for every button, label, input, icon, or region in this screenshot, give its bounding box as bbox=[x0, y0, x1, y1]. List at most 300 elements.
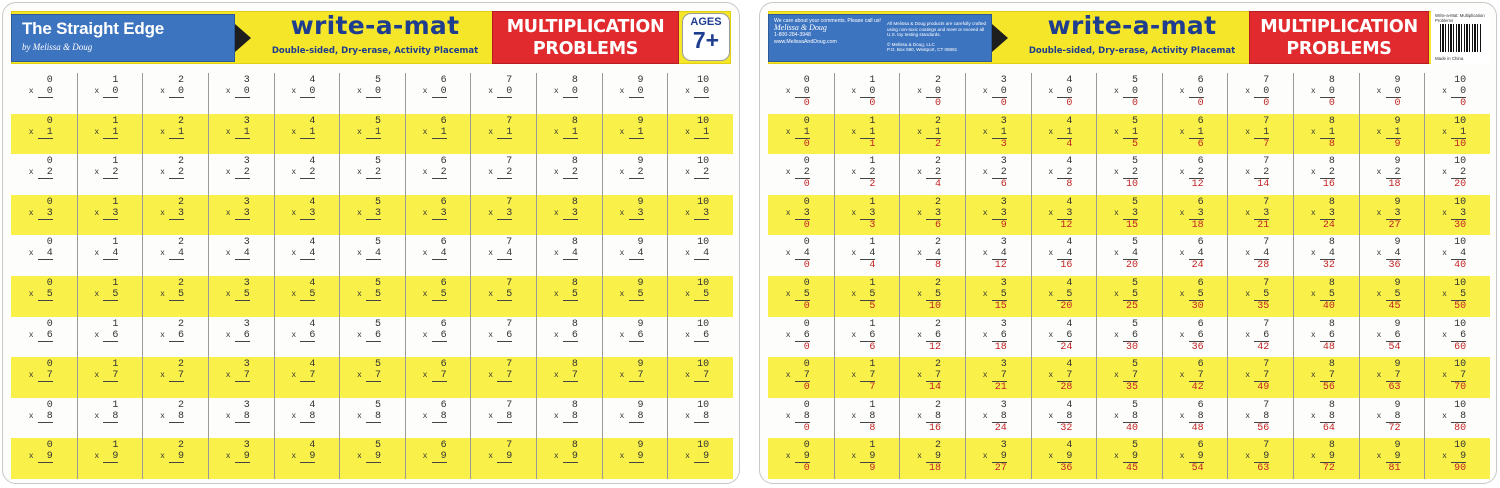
problem-cell[interactable] bbox=[1227, 276, 1293, 317]
problem-cell[interactable] bbox=[77, 357, 143, 398]
problem-cell[interactable] bbox=[339, 114, 405, 155]
problem-cell[interactable] bbox=[965, 398, 1031, 439]
problem-cell[interactable] bbox=[11, 276, 77, 317]
problem-cell[interactable] bbox=[768, 154, 834, 195]
problem-cell[interactable] bbox=[1293, 276, 1359, 317]
copyright: © Melissa & Doug, LLC bbox=[887, 41, 935, 47]
multiplier bbox=[1048, 167, 1073, 179]
problem-cell[interactable] bbox=[11, 235, 77, 276]
problem-cell[interactable] bbox=[965, 114, 1031, 155]
problem-cell[interactable] bbox=[1293, 235, 1359, 276]
problem-cell[interactable] bbox=[1227, 114, 1293, 155]
multiplication-problem bbox=[422, 196, 447, 220]
problem-cell[interactable] bbox=[470, 317, 536, 358]
problem-cell[interactable] bbox=[899, 398, 965, 439]
problem-cell[interactable] bbox=[1096, 235, 1162, 276]
problem-cell[interactable] bbox=[339, 195, 405, 236]
problem-cell[interactable] bbox=[667, 195, 733, 236]
multiplier bbox=[1310, 329, 1335, 342]
times-sign: x bbox=[160, 371, 165, 381]
multiplicand: 8 bbox=[1328, 156, 1335, 168]
problem-cell[interactable] bbox=[142, 276, 208, 317]
multiplier bbox=[28, 207, 53, 220]
times-sign: x bbox=[1179, 330, 1185, 340]
problem-cell[interactable] bbox=[602, 195, 668, 236]
problem-cell[interactable] bbox=[77, 438, 143, 479]
multiplication-problem bbox=[553, 196, 578, 220]
problem-cell[interactable] bbox=[834, 114, 900, 155]
problem-cell[interactable] bbox=[208, 195, 274, 236]
problem-cell[interactable] bbox=[965, 438, 1031, 479]
multiplier bbox=[785, 126, 810, 139]
problem-row bbox=[11, 154, 733, 195]
problem-cell[interactable] bbox=[1227, 317, 1293, 358]
problem-row bbox=[11, 317, 733, 358]
problem-cell[interactable] bbox=[1031, 195, 1097, 236]
problem-cell[interactable] bbox=[1424, 154, 1490, 195]
multiplication-problem bbox=[1376, 318, 1401, 354]
multiplication-problem bbox=[488, 196, 513, 220]
problem-cell[interactable] bbox=[536, 235, 602, 276]
answer: 27 bbox=[994, 463, 1007, 475]
problem-cell[interactable] bbox=[274, 438, 340, 479]
problem-cell[interactable] bbox=[11, 398, 77, 439]
multiplier bbox=[1048, 207, 1073, 220]
problem-cell[interactable] bbox=[1096, 195, 1162, 236]
problem-cell[interactable] bbox=[1162, 114, 1228, 155]
problem-cell[interactable] bbox=[1031, 398, 1097, 439]
problem-cell[interactable] bbox=[1096, 73, 1162, 114]
multiplier bbox=[94, 451, 119, 463]
problem-cell[interactable] bbox=[11, 114, 77, 155]
problem-cell[interactable] bbox=[339, 276, 405, 317]
multiplicand: 2 bbox=[935, 399, 942, 411]
answer: 5 bbox=[1131, 138, 1138, 150]
problem-cell[interactable] bbox=[339, 317, 405, 358]
multiplier-value: 5 bbox=[1131, 289, 1138, 300]
problem-cell[interactable] bbox=[274, 235, 340, 276]
multiplier-value: 6 bbox=[440, 329, 447, 341]
problem-cell[interactable] bbox=[1424, 195, 1490, 236]
problem-cell[interactable] bbox=[899, 195, 965, 236]
multiplier-value: 0 bbox=[1460, 86, 1467, 97]
multiplication-problem bbox=[1245, 196, 1270, 232]
problem-cell[interactable] bbox=[1293, 438, 1359, 479]
problem-cell[interactable] bbox=[602, 317, 668, 358]
problem-cell[interactable] bbox=[1031, 438, 1097, 479]
multiplication-problem bbox=[356, 359, 381, 382]
problem-cell[interactable] bbox=[1359, 438, 1425, 479]
column-divider bbox=[1031, 73, 1032, 479]
problem-cell[interactable] bbox=[405, 357, 471, 398]
problem-cell[interactable] bbox=[834, 357, 900, 398]
multiplication-problem bbox=[160, 278, 185, 301]
multiplicand: 7 bbox=[506, 115, 513, 127]
problem-cell[interactable] bbox=[965, 195, 1031, 236]
multiplication-problem bbox=[225, 196, 250, 220]
problem-cell[interactable] bbox=[1293, 73, 1359, 114]
problem-cell[interactable] bbox=[1031, 317, 1097, 358]
problem-cell[interactable] bbox=[1162, 195, 1228, 236]
multiplier bbox=[685, 370, 710, 382]
problem-cell[interactable] bbox=[470, 73, 536, 114]
problem-cell[interactable] bbox=[1096, 438, 1162, 479]
problem-cell[interactable] bbox=[208, 317, 274, 358]
problem-cell[interactable] bbox=[1031, 235, 1097, 276]
problem-cell[interactable] bbox=[1031, 276, 1097, 317]
problem-cell[interactable] bbox=[1359, 357, 1425, 398]
problem-cell[interactable] bbox=[899, 357, 965, 398]
problem-cell[interactable] bbox=[1031, 357, 1097, 398]
multiplier bbox=[1179, 451, 1204, 463]
problem-cell[interactable] bbox=[339, 398, 405, 439]
problem-cell[interactable] bbox=[1031, 73, 1097, 114]
problem-cell[interactable] bbox=[470, 154, 536, 195]
problem-cell[interactable] bbox=[77, 235, 143, 276]
problem-cell[interactable] bbox=[1359, 195, 1425, 236]
problem-cell[interactable] bbox=[965, 357, 1031, 398]
problem-cell[interactable] bbox=[965, 317, 1031, 358]
problem-cell[interactable] bbox=[768, 276, 834, 317]
multiplication-problem bbox=[160, 237, 185, 260]
problem-cell[interactable] bbox=[536, 276, 602, 317]
problem-cell[interactable] bbox=[470, 438, 536, 479]
problem-cell[interactable] bbox=[965, 73, 1031, 114]
problem-cell[interactable] bbox=[208, 73, 274, 114]
column-divider bbox=[899, 73, 900, 479]
answer: 14 bbox=[1257, 179, 1270, 191]
problem-cell[interactable] bbox=[11, 357, 77, 398]
problem-cell[interactable] bbox=[768, 235, 834, 276]
multiplicand: 3 bbox=[1000, 359, 1007, 371]
times-sign: x bbox=[553, 371, 559, 381]
problem-cell[interactable] bbox=[274, 317, 340, 358]
problem-cell[interactable] bbox=[1227, 438, 1293, 479]
multiplier bbox=[160, 410, 185, 423]
problem-cell[interactable] bbox=[899, 114, 965, 155]
problem-cell[interactable] bbox=[208, 114, 274, 155]
times-sign: x bbox=[488, 87, 494, 96]
problem-cell[interactable] bbox=[667, 398, 733, 439]
multiplication-problem bbox=[28, 237, 53, 260]
problem-cell[interactable] bbox=[405, 154, 471, 195]
problem-cell[interactable] bbox=[768, 114, 834, 155]
multiplier-value: 3 bbox=[440, 207, 447, 219]
multiplier bbox=[917, 248, 942, 260]
problem-cell[interactable] bbox=[405, 73, 471, 114]
problem-cell[interactable] bbox=[470, 398, 536, 439]
problem-cell[interactable] bbox=[1424, 276, 1490, 317]
times-sign: x bbox=[785, 371, 791, 381]
answer: 15 bbox=[994, 301, 1007, 312]
times-sign: x bbox=[1048, 452, 1054, 462]
problem-cell[interactable] bbox=[77, 317, 143, 358]
multiplier-value: 0 bbox=[112, 86, 119, 97]
multiplier-value: 3 bbox=[374, 207, 381, 219]
problem-cell[interactable] bbox=[899, 438, 965, 479]
problem-cell[interactable] bbox=[899, 73, 965, 114]
multiplier bbox=[851, 86, 876, 98]
problem-cell[interactable] bbox=[667, 154, 733, 195]
problem-cell[interactable] bbox=[1227, 398, 1293, 439]
problem-cell[interactable] bbox=[208, 438, 274, 479]
problem-cell[interactable] bbox=[834, 154, 900, 195]
problem-cell[interactable] bbox=[667, 317, 733, 358]
problem-cell[interactable] bbox=[77, 195, 143, 236]
problem-cell[interactable] bbox=[1162, 73, 1228, 114]
problem-cell[interactable] bbox=[602, 235, 668, 276]
problem-cell[interactable] bbox=[1227, 73, 1293, 114]
problem-cell[interactable] bbox=[274, 276, 340, 317]
problem-cell[interactable] bbox=[1096, 398, 1162, 439]
problem-cell[interactable] bbox=[602, 357, 668, 398]
problem-cell[interactable] bbox=[899, 235, 965, 276]
problem-cell[interactable] bbox=[470, 235, 536, 276]
problem-cell[interactable] bbox=[1096, 276, 1162, 317]
problem-cell[interactable] bbox=[11, 154, 77, 195]
brand-logo: by Melissa & Doug bbox=[22, 42, 93, 52]
problem-cell[interactable] bbox=[536, 154, 602, 195]
problem-cell[interactable] bbox=[602, 154, 668, 195]
times-sign: x bbox=[785, 168, 791, 178]
problem-cell[interactable] bbox=[142, 235, 208, 276]
multiplier bbox=[917, 329, 942, 342]
problem-cell[interactable] bbox=[11, 438, 77, 479]
problem-cell[interactable] bbox=[834, 276, 900, 317]
problem-cell[interactable] bbox=[142, 154, 208, 195]
problem-cell[interactable] bbox=[274, 114, 340, 155]
problem-cell[interactable] bbox=[405, 235, 471, 276]
problem-cell[interactable] bbox=[208, 276, 274, 317]
problem-cell[interactable] bbox=[77, 398, 143, 439]
problem-cell[interactable] bbox=[470, 114, 536, 155]
placemat-back bbox=[759, 2, 1497, 484]
problem-cell[interactable] bbox=[405, 276, 471, 317]
problem-cell[interactable] bbox=[965, 276, 1031, 317]
problem-cell[interactable] bbox=[77, 73, 143, 114]
problem-cell[interactable] bbox=[208, 235, 274, 276]
problem-cell[interactable] bbox=[1424, 398, 1490, 439]
problem-cell[interactable] bbox=[667, 73, 733, 114]
problem-cell[interactable] bbox=[405, 195, 471, 236]
problem-cell[interactable] bbox=[536, 357, 602, 398]
problem-cell[interactable] bbox=[142, 317, 208, 358]
problem-cell[interactable] bbox=[1162, 317, 1228, 358]
problem-cell[interactable] bbox=[834, 195, 900, 236]
times-sign: x bbox=[356, 208, 362, 218]
multiplier bbox=[1376, 86, 1401, 98]
answer: 54 bbox=[1388, 341, 1401, 353]
problem-cell[interactable] bbox=[1162, 276, 1228, 317]
problem-cell[interactable] bbox=[339, 235, 405, 276]
problem-cell[interactable] bbox=[1096, 317, 1162, 358]
problem-cell[interactable] bbox=[536, 73, 602, 114]
problem-cell[interactable] bbox=[1359, 276, 1425, 317]
problem-cell[interactable] bbox=[1162, 438, 1228, 479]
multiplication-problem bbox=[619, 399, 644, 423]
problem-cell[interactable] bbox=[470, 195, 536, 236]
problem-cell[interactable] bbox=[965, 235, 1031, 276]
problem-cell[interactable] bbox=[274, 195, 340, 236]
problem-cell[interactable] bbox=[208, 357, 274, 398]
problem-cell[interactable] bbox=[768, 438, 834, 479]
problem-cell[interactable] bbox=[768, 398, 834, 439]
problem-cell[interactable] bbox=[536, 317, 602, 358]
problem-cell[interactable] bbox=[1424, 438, 1490, 479]
problem-cell[interactable] bbox=[274, 154, 340, 195]
answer: 21 bbox=[1257, 219, 1270, 231]
problem-cell[interactable] bbox=[142, 73, 208, 114]
problem-cell[interactable] bbox=[899, 317, 965, 358]
problem-cell[interactable] bbox=[77, 276, 143, 317]
problem-cell[interactable] bbox=[768, 195, 834, 236]
problem-cell[interactable] bbox=[1424, 317, 1490, 358]
multiplication-problem bbox=[1245, 115, 1270, 151]
multiplier bbox=[1113, 329, 1138, 342]
problem-cell[interactable] bbox=[965, 154, 1031, 195]
brand-title: The Straight Edge bbox=[22, 19, 165, 38]
problem-cell[interactable] bbox=[142, 114, 208, 155]
multiplication-problem bbox=[619, 115, 644, 139]
multiplier bbox=[291, 410, 316, 423]
multiplier-value: 3 bbox=[243, 207, 250, 219]
multiplier bbox=[553, 410, 578, 423]
problem-cell[interactable] bbox=[339, 73, 405, 114]
multiplier bbox=[94, 329, 119, 342]
problem-cell[interactable] bbox=[899, 276, 965, 317]
multiplication-problem bbox=[851, 75, 876, 110]
problem-cell[interactable] bbox=[11, 195, 77, 236]
problem-cell[interactable] bbox=[470, 357, 536, 398]
problem-cell[interactable] bbox=[536, 114, 602, 155]
problem-cell[interactable] bbox=[339, 357, 405, 398]
times-sign: x bbox=[851, 208, 857, 218]
problem-cell[interactable] bbox=[1359, 235, 1425, 276]
problem-cell[interactable] bbox=[142, 195, 208, 236]
problem-cell[interactable] bbox=[1424, 114, 1490, 155]
problem-cell[interactable] bbox=[208, 398, 274, 439]
problem-cell[interactable] bbox=[339, 438, 405, 479]
problem-cell[interactable] bbox=[208, 154, 274, 195]
multiplicand: 8 bbox=[571, 399, 578, 411]
multiplication-problem bbox=[488, 440, 513, 463]
problem-cell[interactable] bbox=[11, 317, 77, 358]
problem-cell[interactable] bbox=[1293, 357, 1359, 398]
problem-cell[interactable] bbox=[1359, 154, 1425, 195]
problem-cell[interactable] bbox=[274, 73, 340, 114]
problem-cell[interactable] bbox=[1424, 73, 1490, 114]
problem-cell[interactable] bbox=[667, 235, 733, 276]
problem-cell[interactable] bbox=[1424, 357, 1490, 398]
problem-cell[interactable] bbox=[77, 114, 143, 155]
multiplicand: 1 bbox=[112, 399, 119, 411]
problem-cell[interactable] bbox=[11, 73, 77, 114]
multiplicand: 5 bbox=[374, 75, 381, 86]
problem-cell[interactable] bbox=[536, 398, 602, 439]
problem-cell[interactable] bbox=[667, 114, 733, 155]
problem-cell[interactable] bbox=[1162, 398, 1228, 439]
problem-cell[interactable] bbox=[1359, 317, 1425, 358]
problem-cell[interactable] bbox=[1293, 195, 1359, 236]
problem-cell[interactable] bbox=[405, 317, 471, 358]
problem-cell[interactable] bbox=[834, 438, 900, 479]
problem-cell[interactable] bbox=[834, 317, 900, 358]
problem-cell[interactable] bbox=[1359, 114, 1425, 155]
problem-cell[interactable] bbox=[1293, 114, 1359, 155]
problem-cell[interactable] bbox=[667, 276, 733, 317]
times-sign: x bbox=[291, 168, 297, 178]
multiplication-problem bbox=[917, 75, 942, 110]
problem-cell[interactable] bbox=[1293, 398, 1359, 439]
problem-cell[interactable] bbox=[1162, 357, 1228, 398]
problem-cell[interactable] bbox=[405, 438, 471, 479]
problem-cell[interactable] bbox=[1227, 357, 1293, 398]
multiplier bbox=[553, 126, 578, 139]
problem-cell[interactable] bbox=[1293, 154, 1359, 195]
problem-cell[interactable] bbox=[1096, 154, 1162, 195]
problem-cell[interactable] bbox=[1096, 114, 1162, 155]
answer: 40 bbox=[1322, 301, 1335, 312]
problem-cell[interactable] bbox=[77, 154, 143, 195]
problem-cell[interactable] bbox=[1359, 398, 1425, 439]
problem-cell[interactable] bbox=[667, 438, 733, 479]
problem-cell[interactable] bbox=[602, 114, 668, 155]
problem-cell[interactable] bbox=[602, 438, 668, 479]
problem-cell[interactable] bbox=[768, 73, 834, 114]
answer: 20 bbox=[1125, 260, 1138, 272]
problem-cell[interactable] bbox=[1359, 73, 1425, 114]
problem-cell[interactable] bbox=[1162, 154, 1228, 195]
problem-cell[interactable] bbox=[834, 73, 900, 114]
problem-cell[interactable] bbox=[899, 154, 965, 195]
times-sign: x bbox=[356, 452, 362, 462]
problem-cell[interactable] bbox=[834, 235, 900, 276]
problem-cell[interactable] bbox=[405, 114, 471, 155]
problem-cell[interactable] bbox=[768, 357, 834, 398]
problem-cell[interactable] bbox=[834, 398, 900, 439]
problem-cell[interactable] bbox=[274, 398, 340, 439]
multiplier bbox=[982, 207, 1007, 220]
problem-cell[interactable] bbox=[142, 398, 208, 439]
problem-cell[interactable] bbox=[667, 357, 733, 398]
problem-cell[interactable] bbox=[142, 357, 208, 398]
problem-cell[interactable] bbox=[536, 195, 602, 236]
problem-cell[interactable] bbox=[339, 154, 405, 195]
problem-cell[interactable] bbox=[536, 438, 602, 479]
problem-cell[interactable] bbox=[142, 438, 208, 479]
multiplier bbox=[291, 126, 316, 139]
problem-cell[interactable] bbox=[1227, 235, 1293, 276]
problem-cell[interactable] bbox=[1293, 317, 1359, 358]
problem-cell[interactable] bbox=[768, 317, 834, 358]
problem-cell[interactable] bbox=[1162, 235, 1228, 276]
problem-cell[interactable] bbox=[602, 276, 668, 317]
problem-cell[interactable] bbox=[1424, 235, 1490, 276]
problem-cell[interactable] bbox=[1031, 114, 1097, 155]
problem-cell[interactable] bbox=[405, 398, 471, 439]
problem-cell[interactable] bbox=[1096, 357, 1162, 398]
problem-cell[interactable] bbox=[274, 357, 340, 398]
problem-cell[interactable] bbox=[602, 398, 668, 439]
problem-cell[interactable] bbox=[1031, 154, 1097, 195]
multiplicand: 8 bbox=[571, 278, 578, 289]
problem-row bbox=[768, 317, 1490, 358]
multiplicand: 9 bbox=[637, 156, 644, 168]
problem-cell[interactable] bbox=[1227, 195, 1293, 236]
problem-cell[interactable] bbox=[602, 73, 668, 114]
problem-cell[interactable] bbox=[1227, 154, 1293, 195]
problem-cell[interactable] bbox=[470, 276, 536, 317]
